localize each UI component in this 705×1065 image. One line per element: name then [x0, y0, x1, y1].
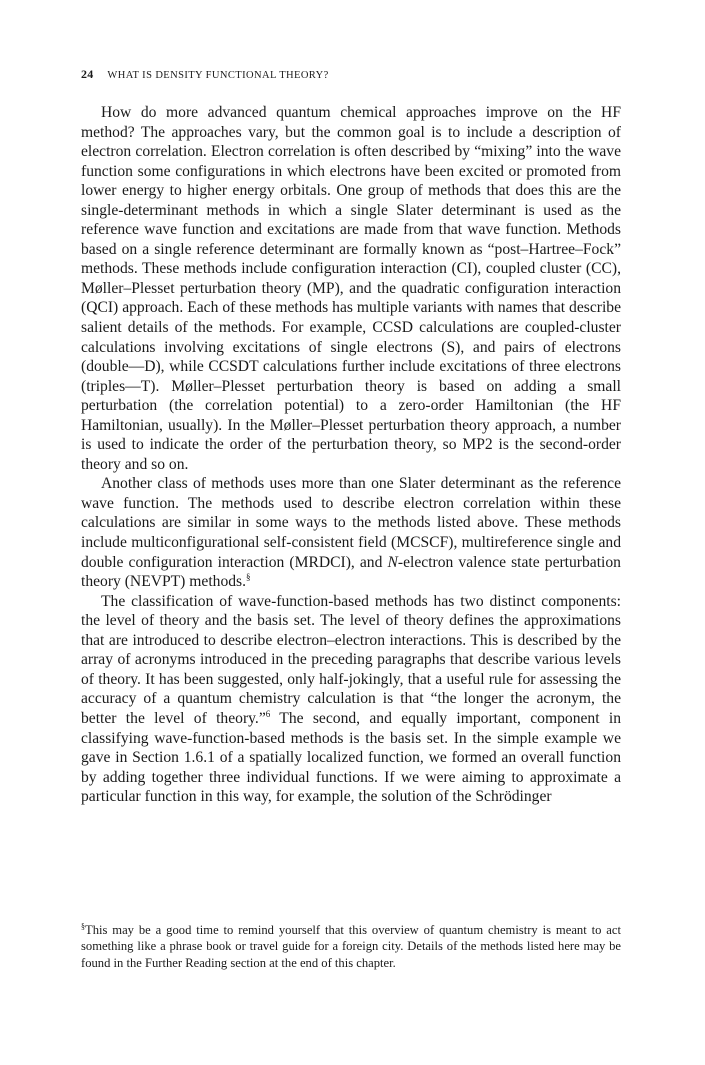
running-title: WHAT IS DENSITY FUNCTIONAL THEORY?	[107, 70, 329, 81]
paragraph-3-end: The second, and equally important, component in classifying wave-function-based methods is the basis set. In the simple example we gave in Section 1.6.1 of a spatially localized function, we formed an overall function by adding together three individual functions. If we were aiming to approximate a particular function in this way, for example, the solution of the Schrödinger	[81, 709, 621, 806]
paragraph-2-end: -electron valence state perturbation theory (NEVPT) methods.	[81, 553, 621, 591]
paragraph-2	[81, 474, 621, 591]
paragraph-1: How do more advanced quantum chemical approaches improve on the HF method? The approaches vary, but the common goal is to include a description of electron correlation. Electron correlation is often described by “mixing” into the wave function some configurations in which electrons have been excited or promoted from lower energy to higher energy orbitals. One group of methods that does this are the single-determinant methods in which a single Slater determinant is used as the reference wave function and excitations are made from that wave function. Methods based on a single reference determinant are formally known as “post–Hartree–Fock” methods. These methods include configuration interaction (CI), coupled cluster (CC), Møller–Plesset perturbation theory (MP), and the quadratic configuration interaction (QCI) approach. Each of these methods has multiple variants with names that describe salient details of the methods. For example, CCSD calculations are coupled-cluster calculations involving excitations of single electrons (S), and pairs of electrons (double—D), while CCSDT calculations further include excitations of three electrons (triples—T). Møller–Plesset perturbation theory is based on adding a small perturbation (the correlation potential) to a zero-order Hamiltonian (the HF Hamiltonian, usually). In the Møller–Plesset perturbation theory approach, a number is used to indicate the order of the perturbation theory, so MP2 is the second-order theory and so on.	[81, 104, 621, 473]
running-header	[81, 67, 621, 82]
paragraph-2-text: Another class of methods uses more than one Slater determinant as the reference wave function. The methods used to describe electron correlation within these calculations are similar in some ways to the methods listed above. These methods include multiconfigurational self-consistent field (MCSCF), multireference single and double configuration interaction (MRDCI), and	[81, 475, 621, 571]
footnote-text: This may be a good time to remind yourself that this overview of quantum chemistry is meant to act something like a phrase book or travel guide for a foreign city. Details of the methods listed here may be found in the Further Reading section at the end of this chapter.	[81, 923, 621, 970]
footnote-reference-mark: §	[246, 571, 251, 582]
paragraph-3	[81, 592, 621, 807]
footnote-mark: §	[81, 921, 85, 931]
italic-n: N	[387, 553, 398, 571]
body-text	[81, 103, 621, 807]
footnote	[81, 922, 621, 971]
page-number: 24	[81, 67, 94, 81]
paragraph-3-text: The classification of wave-function-based methods has two distinct components: the level of theory and the basis set. The level of theory defines the approximations that are introduced to describe electron–electron interactions. This is described by the array of acronyms introduced in the preceding paragraphs that describe various levels of theory. It has been suggested, only half-jokingly, that a useful rule for assessing the accuracy of a quantum chemistry calculation is that “the longer the acronym, the better the level of theory.”	[81, 592, 621, 727]
citation-reference: 6	[265, 708, 271, 719]
